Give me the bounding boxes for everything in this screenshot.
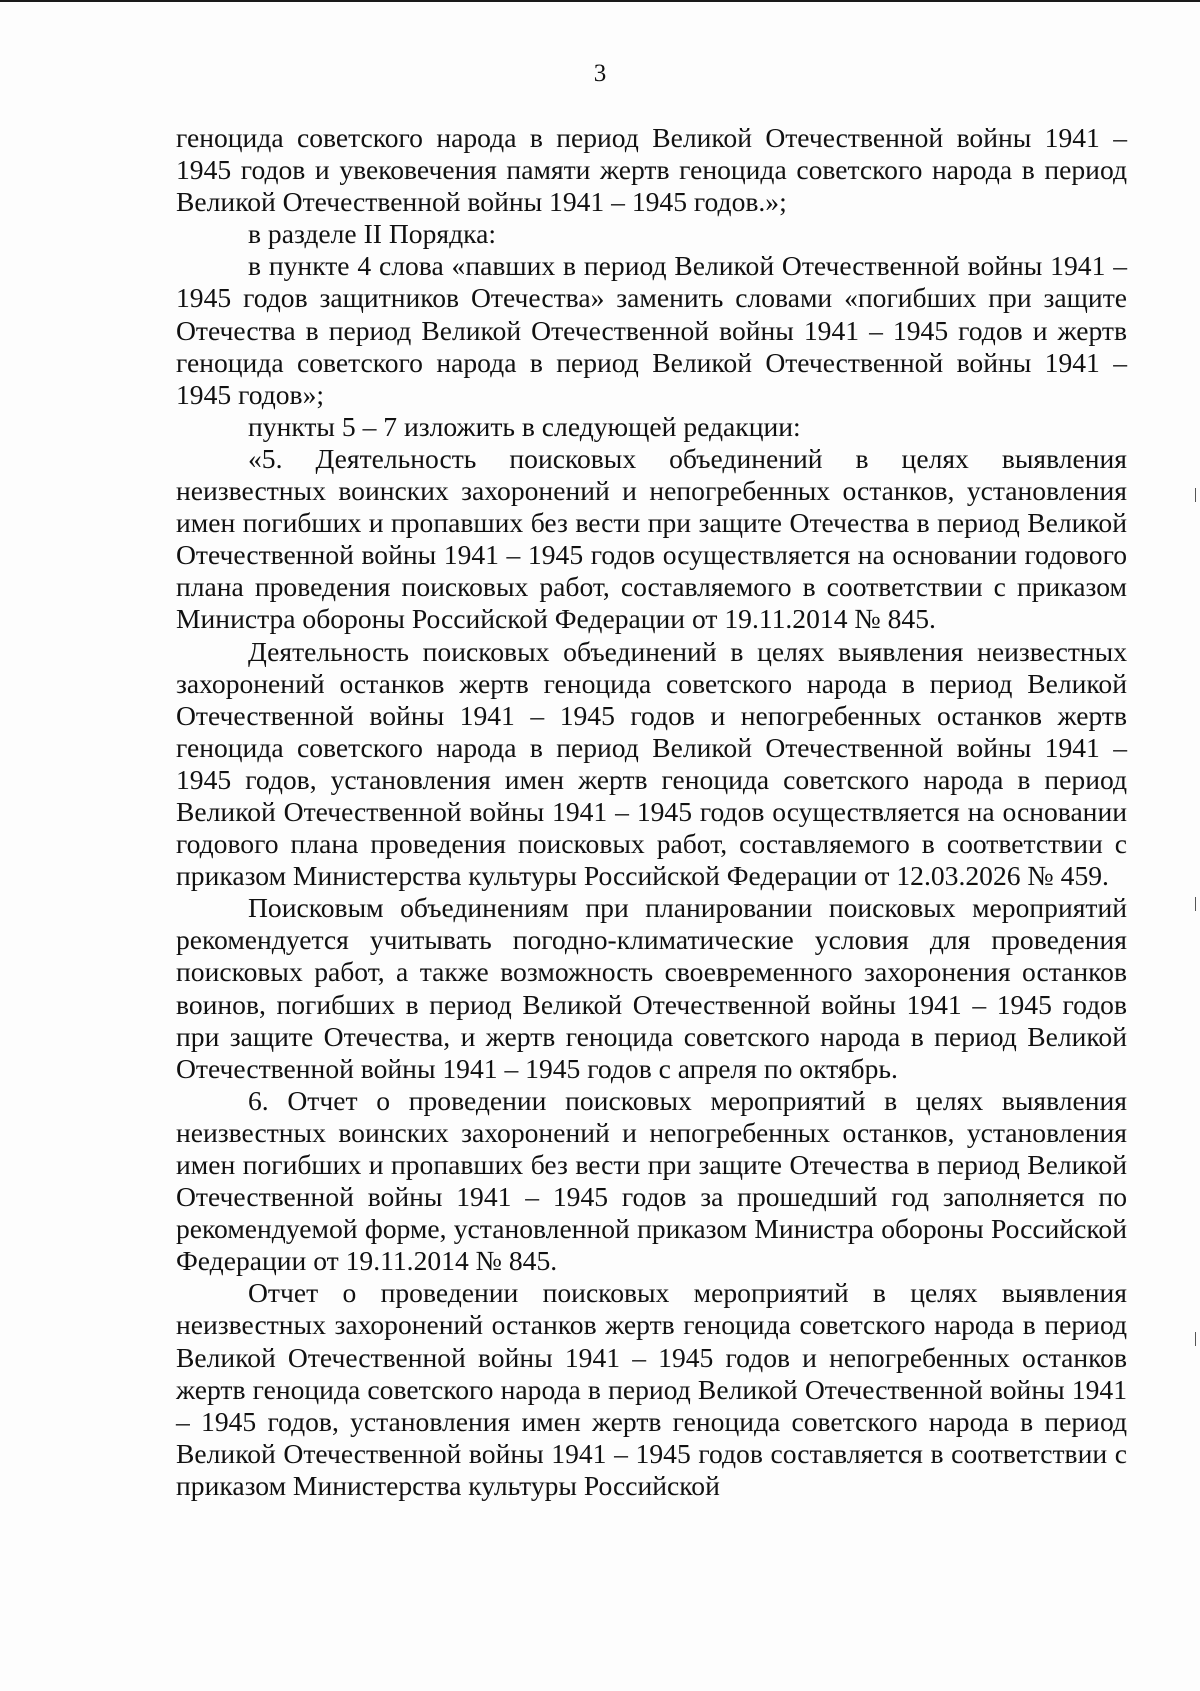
paragraph-point-6-genocide: Отчет о проведении поисковых мероприятий в целях выявления неизвестных захоронений останков жертв геноцида советского народа в период Великой Отечественной войны 1941 – 1945 годов и непогребенных останков жертв геноцида советского народа в период Великой Отечественной войны 1941 – 1945 годов, установления имен жертв геноцида советского народа в период Великой Отечественной войны 1941 – 1945 годов составляется в соответствии с приказом Министерства культуры Российской — [176, 1277, 1127, 1501]
page-number: 3 — [593, 60, 607, 87]
paragraph-point-5: «5. Деятельность поисковых объединений в целях выявления неизвестных воинских захоронений и непогребенных останков, установления имен погибших и пропавших без вести при защите Отечества в период Великой Отечественной войны 1941 – 1945 годов осуществляется на основании годового плана проведения поисковых работ, составляемого в соответствии с приказом Министра обороны Российской Федерации от 19.11.2014 № 845. — [176, 442, 1127, 635]
scan-margin-mark — [1195, 897, 1196, 911]
paragraph-point-4: в пункте 4 слова «павших в период Великой Отечественной войны 1941 – 1945 годов защитников Отечества» заменить словами «погибших при защите Отечества в период Великой Отечественной войны 1941 – 1945 годов и жертв геноцида советского народа в период Великой Отечественной войны 1941 – 1945 годов»; — [176, 250, 1127, 410]
paragraph-continuation: геноцида советского народа в период Великой Отечественной войны 1941 – 1945 годов и увековечения памяти жертв геноцида советского народа в период Великой Отечественной войны 1941 – 1945 годов.»; — [176, 122, 1127, 218]
paragraph-section-ii: в разделе II Порядка: — [248, 218, 497, 250]
paragraph-point-6: 6. Отчет о проведении поисковых мероприятий в целях выявления неизвестных воинских захоронений и непогребенных останков, установления имен погибших и пропавших без вести при защите Отечества в период Великой Отечественной войны 1941 – 1945 годов за прошедший год заполняется по рекомендуемой форме, установленной приказом Министра обороны Российской Федерации от 19.11.2014 № 845. — [176, 1084, 1127, 1277]
paragraph-point-5-genocide: Деятельность поисковых объединений в целях выявления неизвестных захоронений останков жертв геноцида советского народа в период Великой Отечественной войны 1941 – 1945 годов и непогребенных останков жертв геноцида советского народа в период Великой Отечественной войны 1941 – 1945 годов, установления имен жертв геноцида советского народа в период Великой Отечественной войны 1941 – 1945 годов осуществляется на основании годового плана проведения поисковых работ, составляемого в соответствии с приказом Министерства культуры Российской Федерации от 12.03.2026 № 459. — [176, 635, 1127, 892]
paragraph-point-5-season: Поисковым объединениям при планировании поисковых мероприятий рекомендуется учитывать погодно-климатические условия для проведения поисковых работ, а также возможность своевременного захоронения останков воинов, погибших в период Великой Отечественной войны 1941 – 1945 годов при защите Отечества, и жертв геноцида советского народа в период Великой Отечественной войны 1941 – 1945 годов с апреля по октябрь. — [176, 892, 1127, 1084]
scan-margin-mark — [1195, 488, 1196, 502]
document-body — [176, 122, 1127, 1502]
scan-margin-mark — [1195, 1332, 1196, 1346]
paragraph-points-5-7: пункты 5 – 7 изложить в следующей редакции: — [248, 410, 801, 442]
